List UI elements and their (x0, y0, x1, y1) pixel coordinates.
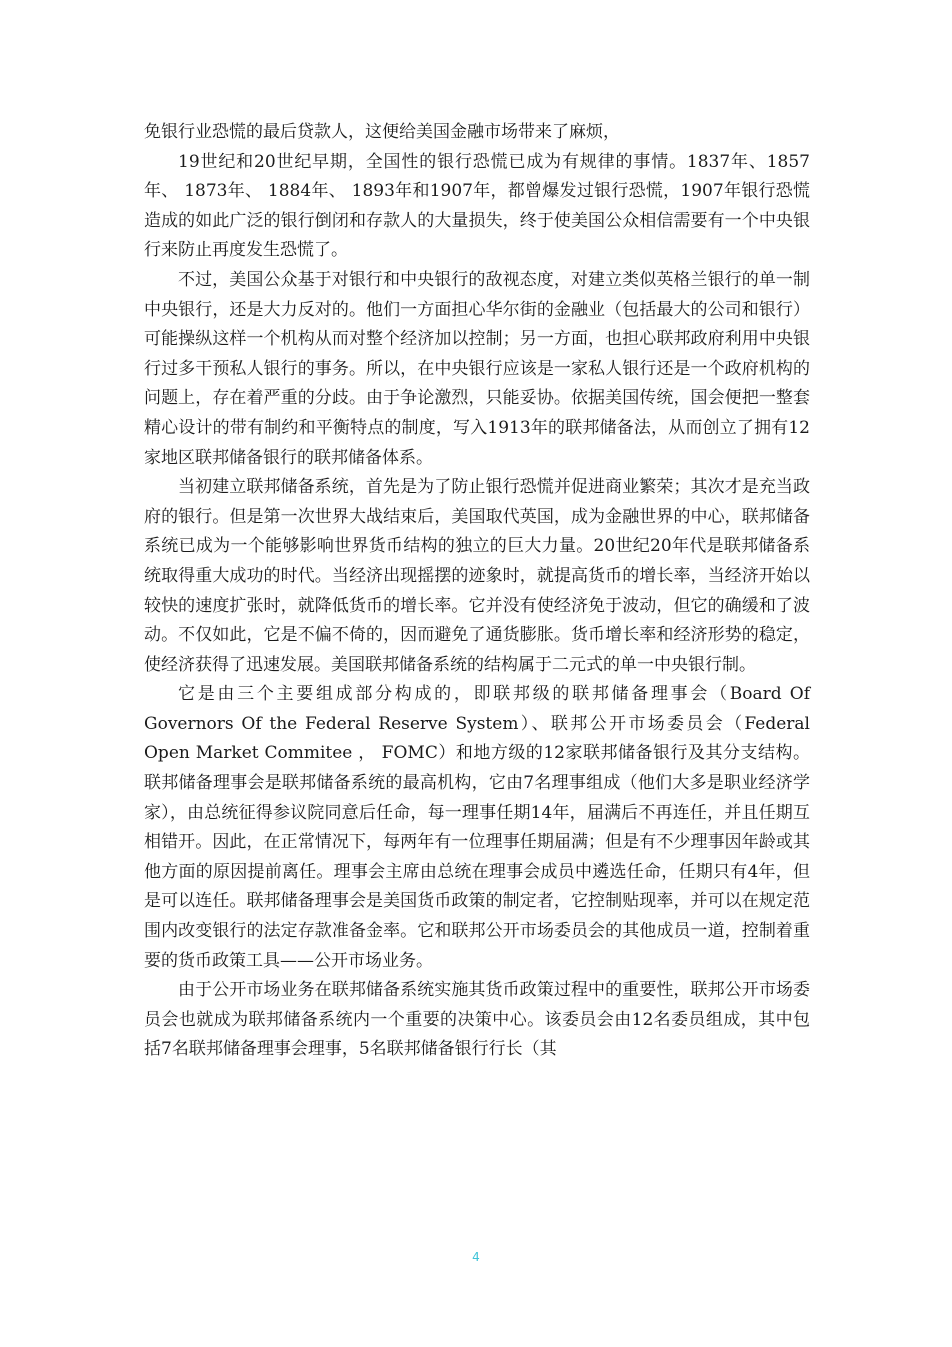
paragraph-6: 由于公开市场业务在联邦储备系统实施其货币政策过程中的重要性，联邦公开市场委员会也就成为联邦储备系统内一个重要的决策中心。该委员会由12名委员组成，其中包括7名联邦储备理事会理事，5名联邦储备银行行长（其 (144, 980, 810, 1060)
paragraph-2: 19世纪和20世纪早期，全国性的银行恐慌已成为有规律的事情。1837年、1857年、 1873年、 1884年、 1893年和1907年，都曾爆发过银行恐慌，1907年银行恐慌造成的如此广泛的银行倒闭和存款人的大量损失，终于使美国公众相信需要有一个中央银行来防止再度发生恐慌了。 (144, 151, 810, 261)
paragraph-5: 它是由三个主要组成部分构成的，即联邦级的联邦储备理事会（Board Of Governors Of the Federal Reserve System）、联邦公开市场委员会（Federal Open Market Commitee ， FOMC）和地方级的12家联邦储备银行及其分支结构。联邦储备理事会是联邦储备系统的最高机构，它由7名理事组成（他们大多是职业经济学家），由总统征得参议院同意后任命，每一理事任期14年，届满后不再连任，并且任期互相错开。因此，在正常情况下，每两年有一位理事任期届满；但是有不少理事因年龄或其他方面的原因提前离任。理事会主席由总统在理事会成员中遴选任命，任期只有4年，但是可以连任。联邦储备理事会是美国货币政策的制定者，它控制贴现率，并可以在规定范围内改变银行的法定存款准备金率。它和联邦公开市场委员会的其他成员一道，控制着重要的货币政策工具——公开市场业务。 (144, 684, 810, 971)
page-number: 4 (472, 1250, 480, 1264)
paragraph-3: 不过，美国公众基于对银行和中央银行的敌视态度，对建立类似英格兰银行的单一制中央银行，还是大力反对的。他们一方面担心华尔街的金融业（包括最大的公司和银行）可能操纵这样一个机构从而对整个经济加以控制；另一方面，也担心联邦政府利用中央银行过多干预私人银行的事务。所以，在中央银行应该是一家私人银行还是一个政府机构的问题上，存在着严重的分歧。由于争论激烈，只能妥协。依据美国传统，国会便把一整套精心设计的带有制约和平衡特点的制度，写入1913年的联邦储备法，从而创立了拥有12家地区联邦储备银行的联邦储备体系。 (144, 269, 810, 468)
paragraph-1: 免银行业恐慌的最后贷款人，这便给美国金融市场带来了麻烦， (144, 122, 620, 142)
paragraph-4: 当初建立联邦储备系统，首先是为了防止银行恐慌并促进商业繁荣；其次才是充当政府的银行。但是第一次世界大战结束后，美国取代英国，成为金融世界的中心，联邦储备系统已成为一个能够影响世界货币结构的独立的巨大力量。20世纪20年代是联邦储备系统取得重大成功的时代。当经济出现摇摆的迹象时，就提高货币的增长率，当经济开始以较快的速度扩张时，就降低货币的增长率。它并没有使经济免于波动，但它的确缓和了波动。不仅如此，它是不偏不倚的，因而避免了通货膨胀。货币增长率和经济形势的稳定，使经济获得了迅速发展。美国联邦储备系统的结构属于二元式的单一中央银行制。 (144, 477, 810, 675)
document-body (144, 118, 810, 1065)
